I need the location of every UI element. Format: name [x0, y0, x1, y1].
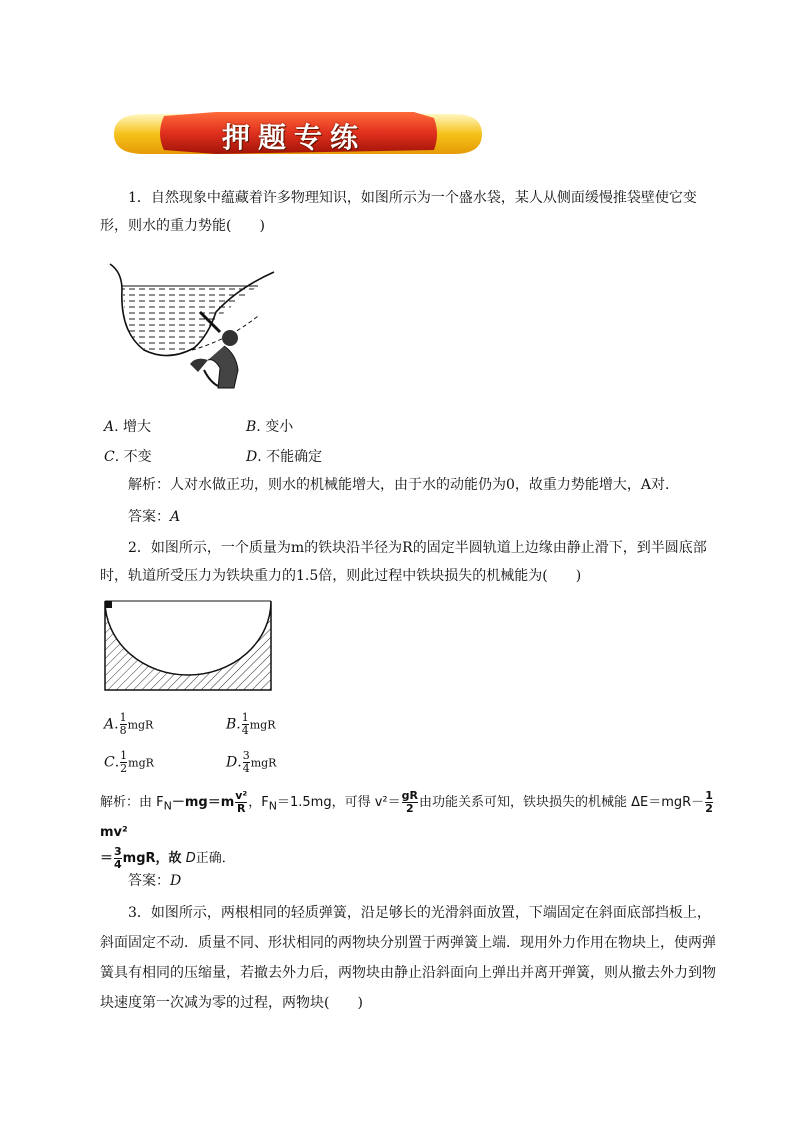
q1-option-d: D. 不能确定 [246, 449, 323, 465]
question-1-stem: 1．自然现象中蕴藏着许多物理知识，如图所示为一个盛水袋，某人从侧面缓慢推袋壁使它变形，则水的重力势能( ) [100, 190, 697, 234]
q1-option-b: B. 变小 [246, 419, 294, 435]
q2-answer: 答案：D [128, 873, 182, 889]
q1-answer: 答案：A [128, 509, 181, 525]
water-bag-figure [108, 262, 280, 394]
q2-option-a: A. $\frac{1}{8}$ mgR [104, 711, 154, 737]
q1-option-c: C. 不变 [104, 449, 152, 465]
banner-title: 押题专练 [221, 121, 366, 154]
q2-option-b: B. $\frac{1}{4}$ mgR [226, 711, 276, 737]
iron-block [105, 601, 112, 608]
question-3-stem: 3．如图所示，两根相同的轻质弹簧，沿足够长的光滑斜面放置，下端固定在斜面底部挡板上，斜面固定不动．质量不同、形状相同的两物块分别置于两弹簧上端．现用外力作用在物块上，使两弹簧具有相同的压缩量，若撤去外力后，两物块由静止沿斜面向上弹出并离开弹簧，则从撤去外力到物块速度第一次减为零的过程，两物块( ) [100, 905, 716, 1011]
question-2-stem: 2．如图所示，一个质量为m的铁块沿半径为R的固定半圆轨道上边缘由静止滑下，到半圆底部时，轨道所受压力为铁块重力的1.5倍，则此过程中铁块损失的机械能为( ) [100, 540, 707, 584]
q2-option-d: D. $\frac{3}{4}$ mgR [226, 749, 277, 775]
q2-solution: 解析：由 $F_N-mg=m$ $\frac{\text{v²}}{R}$ ，$F_N=1.5mg$，可得 v²＝ $\frac{gR}{2}$ 由功能关系可知，铁块损失的机械能 ΔE＝mgR－ $\frac{1}{2}$ mv² ＝ $\frac{3}{4}$ mgR，故 D正确． [100, 789, 713, 871]
q2-option-c: C. $\frac{1}{2}$ mgR [104, 749, 154, 775]
section-banner [104, 108, 484, 158]
semicircle-track-figure [104, 600, 274, 692]
q1-solution: 解析：人对水做正功，则水的机械能增大，由于水的动能仍为0，故重力势能增大，A对． [128, 477, 680, 493]
q1-option-a: A. 增大 [104, 419, 152, 435]
